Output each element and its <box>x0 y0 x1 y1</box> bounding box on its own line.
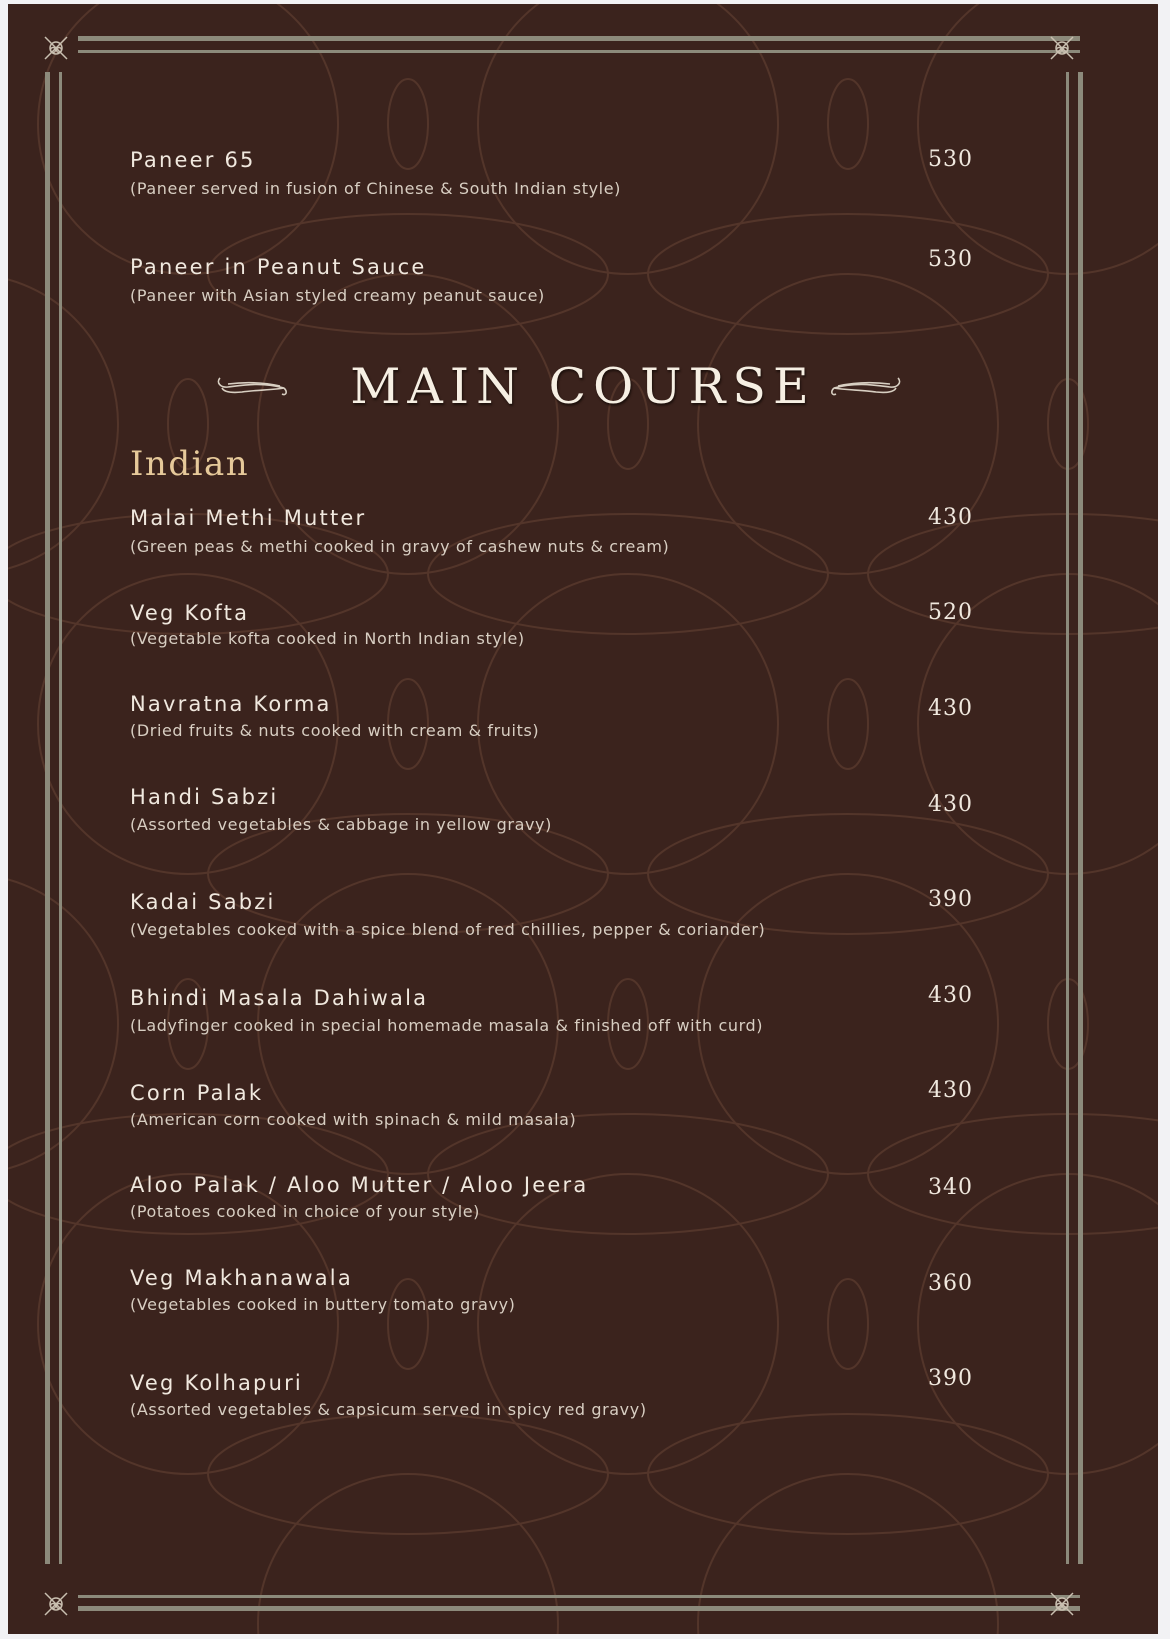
frame-top-inner <box>78 50 1080 53</box>
ornament-corner-icon <box>42 1590 70 1618</box>
item-price: 340 <box>928 1175 973 1200</box>
frame-left-outer <box>45 72 50 1564</box>
item-description: (Paneer with Asian styled creamy peanut sauce) <box>130 286 545 305</box>
ornament-corner-icon <box>42 34 70 62</box>
flourish-right-icon <box>828 370 904 398</box>
frame-bottom-inner <box>78 1595 1080 1598</box>
item-description: (Vegetables cooked in buttery tomato gravy) <box>130 1295 516 1314</box>
menu-page <box>8 4 1158 1634</box>
item-name: Veg Kofta <box>130 601 250 625</box>
item-description: (Potatoes cooked in choice of your style) <box>130 1202 481 1221</box>
item-name: Handi Sabzi <box>130 785 279 809</box>
item-price: 430 <box>928 792 973 817</box>
item-price: 430 <box>928 983 973 1008</box>
item-price: 360 <box>928 1271 973 1296</box>
item-price: 520 <box>928 600 973 625</box>
category-heading: Indian <box>130 444 250 484</box>
item-price: 390 <box>928 1366 973 1391</box>
item-price: 430 <box>928 696 973 721</box>
frame-bottom-outer <box>78 1606 1080 1611</box>
frame-right-inner <box>1066 72 1069 1564</box>
item-name: Bhindi Masala Dahiwala <box>130 986 429 1010</box>
item-name: Kadai Sabzi <box>130 890 276 914</box>
item-description: (Paneer served in fusion of Chinese & South Indian style) <box>130 179 621 198</box>
item-description: (Assorted vegetables & capsicum served in spicy red gravy) <box>130 1400 647 1419</box>
item-description: (Vegetable kofta cooked in North Indian style) <box>130 629 525 648</box>
item-description: (Green peas & methi cooked in gravy of cashew nuts & cream) <box>130 537 670 556</box>
item-description: (Ladyfinger cooked in special homemade masala & finished off with curd) <box>130 1016 764 1035</box>
frame-top-outer <box>78 36 1080 41</box>
ornament-corner-icon <box>1048 34 1076 62</box>
item-name: Aloo Palak / Aloo Mutter / Aloo Jeera <box>130 1173 589 1197</box>
item-name: Veg Kolhapuri <box>130 1371 303 1395</box>
item-description: (American corn cooked with spinach & mild masala) <box>130 1110 577 1129</box>
item-description: (Dried fruits & nuts cooked with cream & fruits) <box>130 721 540 740</box>
item-price: 430 <box>928 505 973 530</box>
item-price: 530 <box>928 247 973 272</box>
item-name: Paneer in Peanut Sauce <box>130 255 427 279</box>
item-price: 390 <box>928 887 973 912</box>
item-name: Malai Methi Mutter <box>130 506 367 530</box>
ornament-corner-icon <box>1048 1590 1076 1618</box>
item-name: Navratna Korma <box>130 692 332 716</box>
item-description: (Assorted vegetables & cabbage in yellow gravy) <box>130 815 552 834</box>
frame-left-inner <box>59 72 62 1564</box>
item-name: Corn Palak <box>130 1081 264 1105</box>
item-name: Paneer 65 <box>130 148 256 172</box>
frame-right-outer <box>1078 72 1083 1564</box>
item-price: 430 <box>928 1078 973 1103</box>
section-title: MAIN COURSE <box>350 358 816 415</box>
item-description: (Vegetables cooked with a spice blend of red chillies, pepper & coriander) <box>130 920 766 939</box>
item-price: 530 <box>928 147 973 172</box>
item-name: Veg Makhanawala <box>130 1266 353 1290</box>
